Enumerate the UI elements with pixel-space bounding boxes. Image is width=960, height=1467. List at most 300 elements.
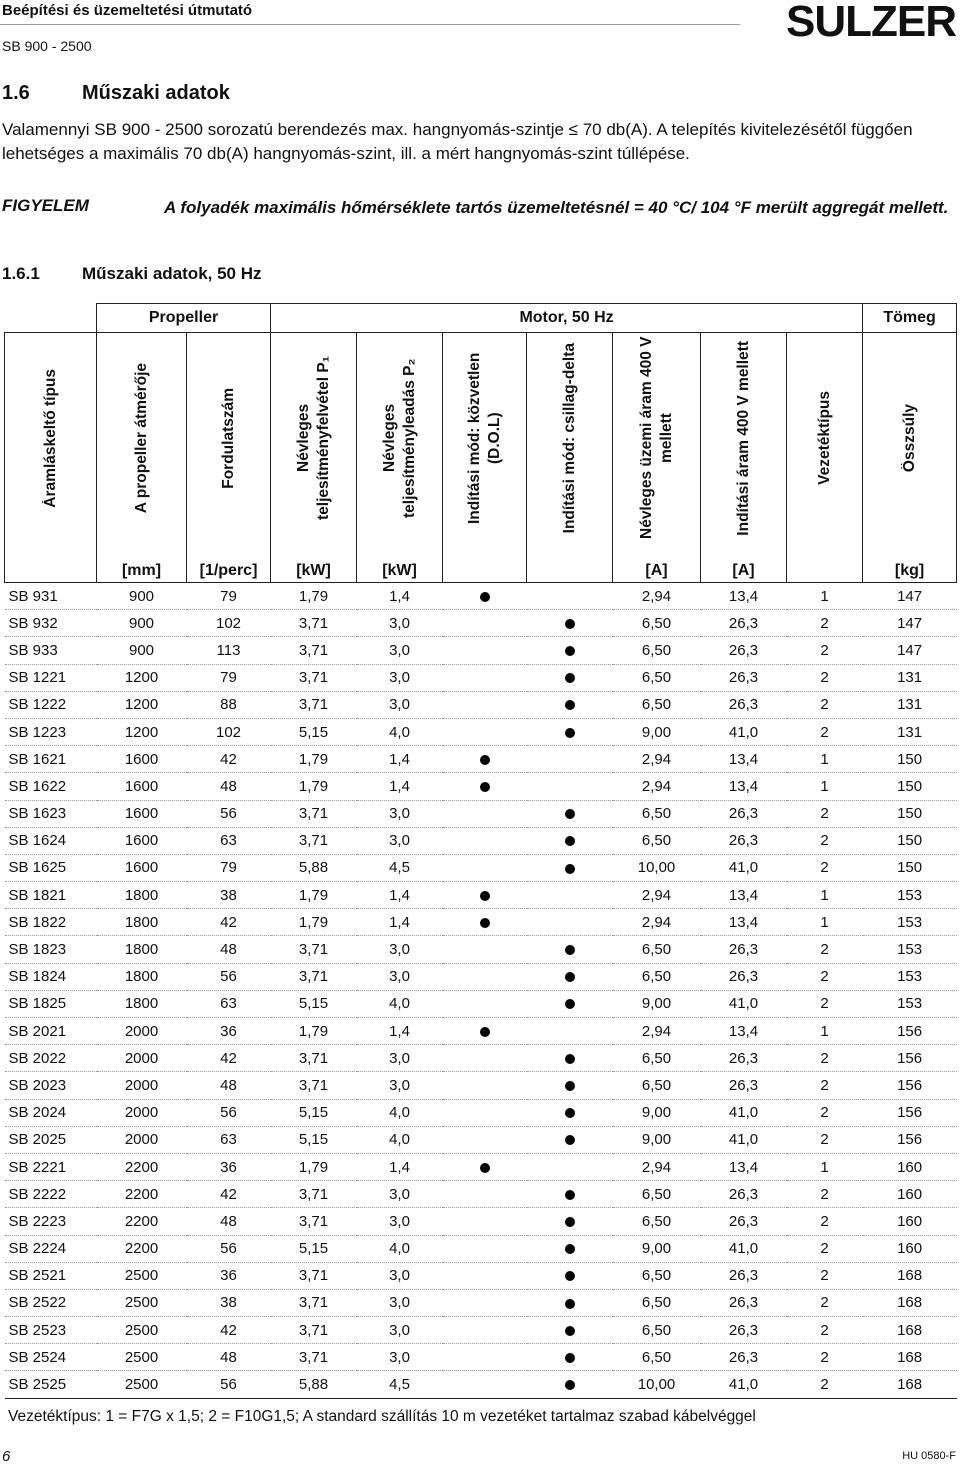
table-cell: 156 [863, 1126, 957, 1153]
bullet-icon [565, 700, 575, 710]
star-delta-start-cell [527, 1371, 613, 1398]
star-delta-start-cell [527, 936, 613, 963]
table-row [5, 1317, 957, 1344]
table-row [5, 827, 957, 854]
table-cell: 131 [863, 691, 957, 718]
column-header-1 [97, 333, 187, 549]
bullet-icon [480, 1163, 490, 1173]
table-cell: 102 [187, 610, 271, 637]
column-header-0 [5, 333, 97, 549]
table-cell: SB 1222 [5, 691, 97, 718]
table-cell: SB 1223 [5, 718, 97, 745]
table-cell: 2000 [97, 1018, 187, 1045]
column-header-row [5, 333, 957, 549]
table-cell: 13,4 [701, 909, 787, 936]
dol-start-cell [443, 1262, 527, 1289]
table-cell: 36 [187, 1018, 271, 1045]
unit-cell [5, 560, 97, 583]
bullet-icon [565, 864, 575, 874]
table-cell: 900 [97, 637, 187, 664]
table-cell: 2 [787, 664, 863, 691]
star-delta-start-cell [527, 1181, 613, 1208]
table-cell: 2500 [97, 1262, 187, 1289]
section-title [2, 82, 230, 105]
table-row [5, 718, 957, 745]
table-cell: 1,79 [271, 1018, 357, 1045]
table-cell: 6,50 [613, 691, 701, 718]
table-cell: SB 2522 [5, 1289, 97, 1316]
table-cell: SB 1221 [5, 664, 97, 691]
bullet-icon [480, 592, 490, 602]
table-cell: 2,94 [613, 583, 701, 610]
table-cell: 9,00 [613, 1235, 701, 1262]
table-cell: 168 [863, 1371, 957, 1398]
table-cell: 1 [787, 909, 863, 936]
table-cell: 2 [787, 610, 863, 637]
table-cell: 2 [787, 990, 863, 1017]
star-delta-start-cell [527, 909, 613, 936]
table-cell: SB 931 [5, 583, 97, 610]
table-cell: 2 [787, 1072, 863, 1099]
spacer-cell [863, 548, 957, 560]
table-cell: 2 [787, 1235, 863, 1262]
table-cell: 79 [187, 664, 271, 691]
table-row [5, 990, 957, 1017]
unit-cell: [A] [613, 560, 701, 583]
table-cell: 3,71 [271, 1262, 357, 1289]
spacer-cell [97, 548, 187, 560]
table-cell: 2 [787, 637, 863, 664]
table-cell: SB 1625 [5, 854, 97, 881]
table-cell: 26,3 [701, 1262, 787, 1289]
table-cell: 48 [187, 1208, 271, 1235]
table-cell: 3,71 [271, 1317, 357, 1344]
section-title-text: Műszaki adatok [82, 82, 230, 104]
star-delta-start-cell [527, 1153, 613, 1180]
table-cell: SB 2024 [5, 1099, 97, 1126]
table-cell: 6,50 [613, 936, 701, 963]
table-row [5, 1208, 957, 1235]
star-delta-start-cell [527, 1208, 613, 1235]
column-header-7 [613, 333, 701, 549]
bullet-icon [565, 1135, 575, 1145]
table-cell: 1,4 [357, 1018, 443, 1045]
table-cell: 1800 [97, 936, 187, 963]
table-cell: 1 [787, 1153, 863, 1180]
tech-data-table [4, 303, 957, 1399]
table-row [5, 1045, 957, 1072]
table-cell: 1,79 [271, 746, 357, 773]
table-cell: 9,00 [613, 718, 701, 745]
table-cell: 26,3 [701, 963, 787, 990]
table-cell: 6,50 [613, 1208, 701, 1235]
table-cell: 147 [863, 637, 957, 664]
table-cell: 2,94 [613, 1153, 701, 1180]
dol-start-cell [443, 583, 527, 610]
dol-start-cell [443, 610, 527, 637]
table-cell: 2000 [97, 1099, 187, 1126]
star-delta-start-cell [527, 1045, 613, 1072]
table-cell: 4,0 [357, 990, 443, 1017]
table-row [5, 936, 957, 963]
table-cell: 168 [863, 1317, 957, 1344]
table-cell: 3,0 [357, 963, 443, 990]
table-cell: 48 [187, 773, 271, 800]
table-cell: 3,71 [271, 610, 357, 637]
table-cell: 2200 [97, 1208, 187, 1235]
table-cell: 3,71 [271, 1208, 357, 1235]
spacer-cell [271, 548, 357, 560]
table-cell: 5,15 [271, 1235, 357, 1262]
bullet-icon [565, 1108, 575, 1118]
table-cell: 3,71 [271, 1344, 357, 1371]
table-cell: 63 [187, 1126, 271, 1153]
dol-start-cell [443, 882, 527, 909]
star-delta-start-cell [527, 1018, 613, 1045]
dol-start-cell [443, 936, 527, 963]
table-cell: 48 [187, 936, 271, 963]
table-cell: 42 [187, 746, 271, 773]
table-cell: 26,3 [701, 1344, 787, 1371]
brand-logo: SULZER [786, 0, 956, 46]
dol-start-cell [443, 827, 527, 854]
table-cell: SB 2521 [5, 1262, 97, 1289]
table-cell: 2,94 [613, 909, 701, 936]
bullet-icon [480, 891, 490, 901]
table-cell: 1,4 [357, 1153, 443, 1180]
table-cell: 4,0 [357, 718, 443, 745]
table-cell: SB 2223 [5, 1208, 97, 1235]
star-delta-start-cell [527, 1289, 613, 1316]
column-header-label: Áramláskeltő típus [41, 368, 59, 508]
table-cell: 26,3 [701, 827, 787, 854]
table-cell: 1,79 [271, 1153, 357, 1180]
table-cell: 150 [863, 773, 957, 800]
tech-data-table-wrapper [4, 303, 956, 1399]
bullet-icon [565, 1190, 575, 1200]
star-delta-start-cell [527, 583, 613, 610]
table-cell: 56 [187, 1099, 271, 1126]
bullet-icon [565, 945, 575, 955]
spacer-cell [701, 548, 787, 560]
table-cell: SB 2524 [5, 1344, 97, 1371]
doc-code: HU 0580-F [902, 1450, 956, 1462]
column-header-8 [701, 333, 787, 549]
table-cell: 168 [863, 1344, 957, 1371]
table-cell: 26,3 [701, 1208, 787, 1235]
unit-cell [443, 560, 527, 583]
table-cell: 160 [863, 1208, 957, 1235]
table-cell: 156 [863, 1018, 957, 1045]
bullet-icon [480, 755, 490, 765]
table-cell: 156 [863, 1099, 957, 1126]
column-header-6 [527, 333, 613, 549]
table-cell: 3,71 [271, 1181, 357, 1208]
bullet-icon [565, 1271, 575, 1281]
table-cell: 2 [787, 800, 863, 827]
table-cell: 131 [863, 664, 957, 691]
bullet-icon [565, 1244, 575, 1254]
table-cell: SB 2224 [5, 1235, 97, 1262]
table-cell: 42 [187, 1317, 271, 1344]
column-header-9 [787, 333, 863, 549]
table-cell: 9,00 [613, 990, 701, 1017]
column-header-10 [863, 333, 957, 549]
unit-cell: [mm] [97, 560, 187, 583]
bullet-icon [565, 809, 575, 819]
star-delta-start-cell [527, 963, 613, 990]
table-cell: 3,71 [271, 664, 357, 691]
table-cell: 48 [187, 1072, 271, 1099]
dol-start-cell [443, 691, 527, 718]
spacer-cell [187, 548, 271, 560]
table-cell: 2200 [97, 1181, 187, 1208]
table-cell: 6,50 [613, 1072, 701, 1099]
table-cell: 2500 [97, 1317, 187, 1344]
unit-cell [787, 560, 863, 583]
table-cell: 4,5 [357, 854, 443, 881]
table-cell: SB 1825 [5, 990, 97, 1017]
dol-start-cell [443, 1208, 527, 1235]
table-cell: 2,94 [613, 773, 701, 800]
table-row [5, 963, 957, 990]
dol-start-cell [443, 854, 527, 881]
spacer-cell [357, 548, 443, 560]
table-cell: 41,0 [701, 1099, 787, 1126]
table-cell: 36 [187, 1153, 271, 1180]
table-row [5, 583, 957, 610]
table-cell: 79 [187, 583, 271, 610]
table-cell: 2,94 [613, 882, 701, 909]
table-row [5, 1072, 957, 1099]
table-cell: 79 [187, 854, 271, 881]
dol-start-cell [443, 1235, 527, 1262]
unit-cell: [1/perc] [187, 560, 271, 583]
table-cell: 6,50 [613, 637, 701, 664]
star-delta-start-cell [527, 746, 613, 773]
table-cell: 6,50 [613, 1262, 701, 1289]
dol-start-cell [443, 1072, 527, 1099]
dol-start-cell [443, 1371, 527, 1398]
table-row [5, 1289, 957, 1316]
bullet-icon [565, 728, 575, 738]
table-cell: 42 [187, 1181, 271, 1208]
table-cell: 41,0 [701, 1235, 787, 1262]
table-cell: 1 [787, 746, 863, 773]
table-cell: 3,0 [357, 827, 443, 854]
table-cell: 156 [863, 1045, 957, 1072]
table-cell: 2 [787, 1371, 863, 1398]
table-cell: 3,71 [271, 1045, 357, 1072]
table-cell: 2 [787, 691, 863, 718]
table-cell: 2 [787, 1099, 863, 1126]
table-row [5, 1181, 957, 1208]
table-row [5, 1262, 957, 1289]
table-cell: 26,3 [701, 664, 787, 691]
table-cell: SB 932 [5, 610, 97, 637]
star-delta-start-cell [527, 1235, 613, 1262]
table-cell: SB 2025 [5, 1126, 97, 1153]
table-row [5, 773, 957, 800]
table-cell: 2 [787, 1317, 863, 1344]
table-row [5, 746, 957, 773]
star-delta-start-cell [527, 691, 613, 718]
note-label: FIGYELEM [2, 196, 89, 215]
page-number: 6 [2, 1448, 11, 1465]
table-cell: 2000 [97, 1072, 187, 1099]
table-cell: 3,0 [357, 1317, 443, 1344]
dol-start-cell [443, 1018, 527, 1045]
table-row [5, 800, 957, 827]
table-row [5, 691, 957, 718]
table-cell: SB 1624 [5, 827, 97, 854]
column-header-5 [443, 333, 527, 549]
table-cell: 168 [863, 1289, 957, 1316]
dol-start-cell [443, 800, 527, 827]
table-cell: 5,15 [271, 1126, 357, 1153]
table-cell: 131 [863, 718, 957, 745]
table-cell: 63 [187, 827, 271, 854]
table-row [5, 854, 957, 881]
table-cell: 4,0 [357, 1235, 443, 1262]
table-cell: 1,4 [357, 882, 443, 909]
table-body [5, 583, 957, 1399]
table-cell: 2 [787, 1262, 863, 1289]
table-cell: 2 [787, 963, 863, 990]
bullet-icon [565, 999, 575, 1009]
header-model-range: SB 900 - 2500 [2, 38, 92, 54]
bullet-icon [565, 1299, 575, 1309]
table-cell: 160 [863, 1153, 957, 1180]
column-header-label: Indítási áram 400 V mellett [734, 340, 752, 536]
table-cell: 13,4 [701, 1018, 787, 1045]
table-cell: 5,88 [271, 1371, 357, 1398]
table-cell: 26,3 [701, 1072, 787, 1099]
table-cell: 3,0 [357, 691, 443, 718]
section-intro: Valamennyi SB 900 - 2500 sorozatú berendezés max. hangnyomás-szintje ≤ 70 db(A). A telepítés kivitelezésétől függően lehetséges a maximális 70 db(A) hangnyomás-szint, ill. a mért hangnyomás-szint túllépése. [2, 120, 913, 163]
star-delta-start-cell [527, 800, 613, 827]
table-cell: 1600 [97, 827, 187, 854]
table-cell: 1,4 [357, 773, 443, 800]
header-spacer-row [5, 548, 957, 560]
dol-start-cell [443, 1317, 527, 1344]
table-cell: 900 [97, 583, 187, 610]
table-cell: 3,0 [357, 1045, 443, 1072]
column-header-label: Indítási mód: csillag-delta [560, 342, 578, 534]
table-cell: 5,15 [271, 990, 357, 1017]
table-cell: 2200 [97, 1235, 187, 1262]
table-cell: 10,00 [613, 854, 701, 881]
table-cell: 38 [187, 1289, 271, 1316]
bullet-icon [565, 836, 575, 846]
table-cell: 1800 [97, 990, 187, 1017]
table-cell: 26,3 [701, 1181, 787, 1208]
table-cell: 6,50 [613, 827, 701, 854]
table-cell: 6,50 [613, 1317, 701, 1344]
table-cell: 1600 [97, 800, 187, 827]
column-header-4 [357, 333, 443, 549]
header-rule [0, 24, 740, 25]
bullet-icon [480, 918, 490, 928]
table-cell: 6,50 [613, 610, 701, 637]
table-cell: 2500 [97, 1371, 187, 1398]
table-cell: 6,50 [613, 664, 701, 691]
group-header-empty [5, 304, 97, 333]
table-cell: 3,0 [357, 1289, 443, 1316]
table-cell: 41,0 [701, 990, 787, 1017]
table-cell: 4,5 [357, 1371, 443, 1398]
table-cell: 3,71 [271, 800, 357, 827]
table-cell: 13,4 [701, 773, 787, 800]
star-delta-start-cell [527, 637, 613, 664]
table-row [5, 1235, 957, 1262]
bullet-icon [565, 1054, 575, 1064]
spacer-cell [527, 548, 613, 560]
column-header-label: Indítási mód: közvetlen (D.O.L) [465, 352, 503, 524]
table-cell: 41,0 [701, 1126, 787, 1153]
table-cell: 1,4 [357, 909, 443, 936]
table-cell: 153 [863, 963, 957, 990]
unit-cell: [kW] [271, 560, 357, 583]
table-cell: 2 [787, 718, 863, 745]
table-cell: 147 [863, 583, 957, 610]
table-cell: 102 [187, 718, 271, 745]
table-row [5, 610, 957, 637]
table-cell: 3,71 [271, 963, 357, 990]
group-header-row [5, 304, 957, 333]
note-text: A folyadék maximális hőmérséklete tartós üzemeltetésnél = 40 °C/ 104 °F merült aggregát mellett. [164, 198, 949, 217]
star-delta-start-cell [527, 1344, 613, 1371]
star-delta-start-cell [527, 1317, 613, 1344]
star-delta-start-cell [527, 664, 613, 691]
bullet-icon [480, 1027, 490, 1037]
table-cell: 1,79 [271, 773, 357, 800]
table-cell: 150 [863, 854, 957, 881]
table-row [5, 882, 957, 909]
bullet-icon [565, 1380, 575, 1390]
table-cell: SB 933 [5, 637, 97, 664]
table-cell: 1,79 [271, 882, 357, 909]
dol-start-cell [443, 1099, 527, 1126]
table-cell: 3,71 [271, 1072, 357, 1099]
subsection-title-text: Műszaki adatok, 50 Hz [82, 264, 262, 283]
table-cell: 3,0 [357, 936, 443, 963]
dol-start-cell [443, 1153, 527, 1180]
table-cell: 3,0 [357, 800, 443, 827]
table-cell: 26,3 [701, 691, 787, 718]
table-cell: 2 [787, 1344, 863, 1371]
table-cell: SB 1824 [5, 963, 97, 990]
table-cell: 41,0 [701, 1371, 787, 1398]
table-cell: 2 [787, 854, 863, 881]
table-cell: 153 [863, 882, 957, 909]
bullet-icon [565, 619, 575, 629]
dol-start-cell [443, 1126, 527, 1153]
star-delta-start-cell [527, 718, 613, 745]
column-header-2 [187, 333, 271, 549]
table-cell: 26,3 [701, 610, 787, 637]
table-cell: SB 2221 [5, 1153, 97, 1180]
bullet-icon [565, 1217, 575, 1227]
star-delta-start-cell [527, 827, 613, 854]
star-delta-start-cell [527, 1262, 613, 1289]
table-cell: SB 1822 [5, 909, 97, 936]
table-cell: 150 [863, 827, 957, 854]
table-cell: 2500 [97, 1289, 187, 1316]
table-cell: 3,0 [357, 1262, 443, 1289]
star-delta-start-cell [527, 854, 613, 881]
table-cell: 3,71 [271, 936, 357, 963]
